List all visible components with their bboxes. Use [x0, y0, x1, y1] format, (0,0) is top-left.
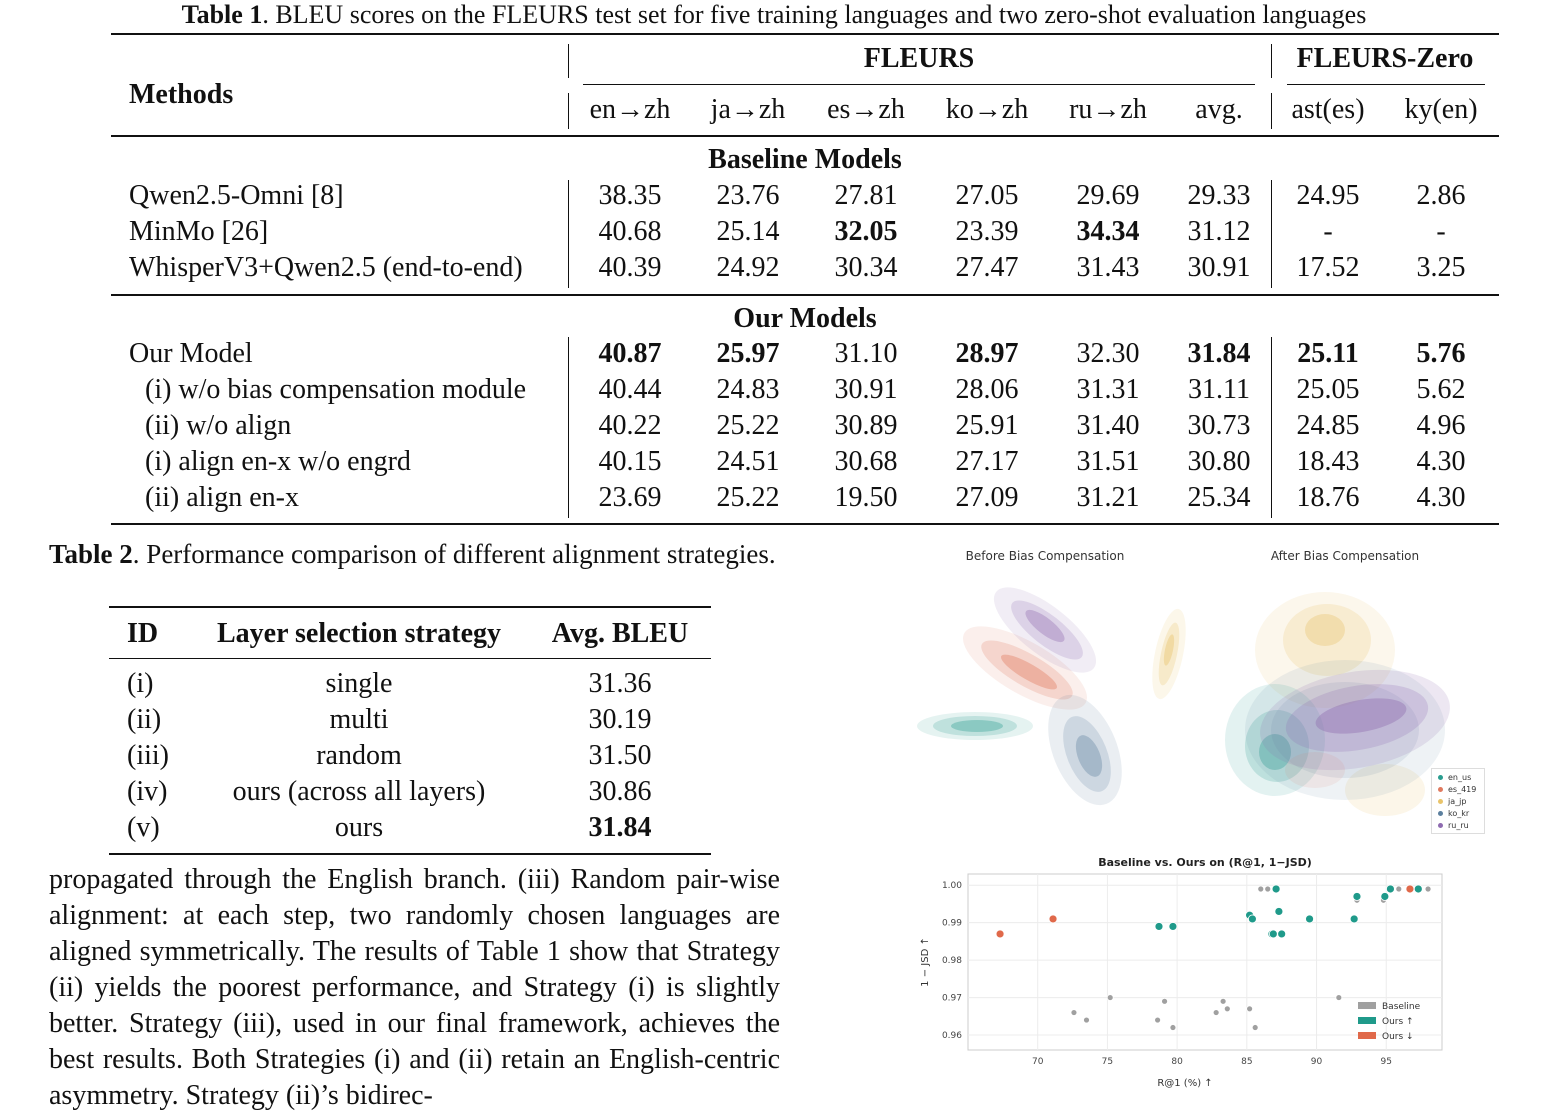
table-cell: 24.51: [716, 446, 780, 477]
table-cell: 5.62: [1416, 374, 1466, 405]
data-point: [1220, 998, 1226, 1004]
kde-before-en_us: [917, 712, 1033, 740]
table-cell: 31.31: [1076, 374, 1140, 405]
kde-after-es_419: [1285, 752, 1345, 788]
table-cell: 25.14: [716, 216, 780, 247]
legend-label: es_419: [1448, 785, 1477, 794]
row-id: (ii): [127, 704, 162, 735]
table-cell: 28.97: [955, 338, 1019, 369]
legend-marker: [1438, 775, 1443, 780]
table-cell: 40.15: [598, 446, 662, 477]
legend-marker: [1438, 823, 1443, 828]
table-cell: 32.05: [834, 216, 898, 247]
data-point: [1071, 1010, 1077, 1016]
x-axis-label: R@1 (%) ↑: [1157, 1078, 1213, 1089]
column-header: es→zh: [827, 94, 905, 125]
legend-label: Ours ↓: [1382, 1032, 1414, 1042]
data-point: [1224, 1006, 1230, 1012]
table-cell: 25.22: [716, 482, 780, 513]
table-cell: 31.10: [834, 338, 898, 369]
table-cell: 30.68: [834, 446, 898, 477]
data-point: [1336, 995, 1342, 1001]
kde-legend: [1431, 768, 1485, 834]
row-bleu: 31.36: [588, 668, 652, 699]
table-cell: 4.96: [1416, 410, 1466, 441]
table-cell: 38.35: [598, 180, 662, 211]
table-cell: 5.76: [1416, 338, 1466, 369]
y-tick-label: 0.97: [941, 993, 962, 1004]
x-tick-label: 95: [1380, 1057, 1392, 1067]
column-header: ja→zh: [710, 94, 786, 125]
table-cell: 31.21: [1076, 482, 1140, 513]
y-tick-label: 0.96: [941, 1031, 962, 1042]
table-cell: 4.30: [1416, 446, 1466, 477]
method-name: (i) align en-x w/o engrd: [145, 446, 411, 477]
table2-caption: Table 2. Performance comparison of different alignment strategies.: [49, 539, 776, 569]
data-point: [1170, 1025, 1176, 1031]
legend-label: ko_kr: [1448, 809, 1470, 818]
x-tick-label: 85: [1241, 1057, 1253, 1067]
legend-label: Baseline: [1382, 1002, 1421, 1012]
row-id: (i): [127, 668, 154, 699]
table-cell: 27.47: [955, 252, 1019, 283]
legend-swatch: [1358, 1002, 1376, 1009]
kde-title-before: Before Bias Compensation: [965, 549, 1125, 563]
table-cell: 40.68: [598, 216, 662, 247]
table-cell: 3.25: [1416, 252, 1466, 283]
method-name: (i) w/o bias compensation module: [145, 374, 527, 405]
table-cell: 30.80: [1187, 446, 1251, 477]
table1-mid-rule: [111, 294, 1499, 296]
table-cell: 28.06: [955, 374, 1019, 405]
method-name: Our Model: [129, 338, 253, 369]
table-cell: 19.50: [834, 482, 898, 513]
row-bleu: 30.19: [588, 704, 652, 735]
method-name: (ii) align en-x: [145, 482, 299, 513]
data-point: [1425, 886, 1431, 892]
table2-bottom-rule: [109, 853, 711, 855]
kde-title-after: After Bias Compensation: [1270, 549, 1420, 563]
table-cell: 40.87: [598, 338, 662, 369]
method-name: MinMo [26]: [129, 216, 269, 247]
section-ours: Our Models: [733, 303, 877, 334]
table-cell: 30.73: [1187, 410, 1251, 441]
row-strategy: random: [316, 740, 402, 771]
table-cell: 32.30: [1076, 338, 1140, 369]
x-tick-label: 75: [1101, 1057, 1114, 1067]
table-cell: 29.69: [1076, 180, 1140, 211]
legend-entry: [1438, 785, 1476, 794]
table-cell: 25.05: [1296, 374, 1360, 405]
fleurs-group-rule: [583, 84, 1255, 85]
data-point: [1162, 998, 1168, 1004]
table-cell: 27.05: [955, 180, 1019, 211]
data-point: [1169, 922, 1177, 930]
legend-entry: [1438, 809, 1469, 818]
row-id: (iii): [127, 740, 169, 771]
table-cell: 23.76: [716, 180, 780, 211]
table-cell: 30.91: [1187, 252, 1251, 283]
legend-marker: [1438, 811, 1443, 816]
row-bleu: 30.86: [588, 776, 652, 807]
table-cell: -: [1436, 216, 1446, 247]
table-cell: 29.33: [1187, 180, 1251, 211]
table2-header-id: ID: [127, 618, 159, 649]
table-cell: 27.81: [834, 180, 898, 211]
method-name: WhisperV3+Qwen2.5 (end-to-end): [129, 252, 523, 283]
table-cell: 34.34: [1076, 216, 1140, 247]
column-header: ru→zh: [1069, 94, 1147, 125]
column-header: avg.: [1195, 94, 1243, 125]
data-point: [1406, 885, 1414, 893]
kde-before-ja_jp: [1146, 606, 1193, 702]
row-strategy: single: [325, 668, 393, 699]
row-strategy: ours: [334, 812, 384, 843]
vsep: [1271, 44, 1272, 78]
table-cell: 31.40: [1076, 410, 1140, 441]
y-tick-label: 0.99: [941, 918, 962, 929]
table-cell: 27.09: [955, 482, 1019, 513]
table-cell: 25.34: [1187, 482, 1251, 513]
legend-label: en_us: [1448, 773, 1472, 782]
table-cell: 27.17: [955, 446, 1019, 477]
legend-label: ja_jp: [1448, 797, 1467, 806]
table-cell: 30.91: [834, 374, 898, 405]
table-cell: 31.12: [1187, 216, 1251, 247]
legend-label: Ours ↑: [1382, 1017, 1414, 1027]
table-cell: 25.11: [1297, 338, 1359, 369]
table1-top-rule: [111, 33, 1499, 35]
methods-header: Methods: [129, 79, 234, 110]
table-cell: 30.89: [834, 410, 898, 441]
legend-marker: [1438, 799, 1443, 804]
scatter-chart: [910, 850, 1480, 1095]
vsep: [568, 180, 569, 288]
x-tick-label: 80: [1171, 1057, 1183, 1067]
table-cell: 31.43: [1076, 252, 1140, 283]
table1-header-rule: [111, 135, 1499, 137]
table-cell: 2.86: [1416, 180, 1466, 211]
fleurs-group-header: FLEURS: [863, 43, 975, 74]
data-point: [1213, 1010, 1219, 1016]
method-name: (ii) w/o align: [145, 410, 292, 441]
data-point: [1272, 885, 1280, 893]
table-cell: 23.39: [955, 216, 1019, 247]
y-tick-label: 0.98: [941, 956, 962, 967]
data-point: [1155, 1017, 1161, 1023]
table-cell: 23.69: [598, 482, 662, 513]
data-point: [1252, 1025, 1258, 1031]
vsep: [568, 44, 569, 78]
legend-swatch: [1358, 1032, 1376, 1039]
table-cell: 25.97: [716, 338, 780, 369]
data-point: [1396, 886, 1402, 892]
table-cell: 24.85: [1296, 410, 1360, 441]
row-strategy: multi: [329, 704, 389, 735]
row-id: (iv): [127, 776, 168, 807]
zero-group-rule: [1287, 84, 1485, 85]
table-cell: 40.44: [598, 374, 662, 405]
table2-top-rule: [109, 606, 711, 608]
data-point: [1414, 885, 1422, 893]
x-tick-label: 70: [1031, 1057, 1044, 1067]
data-point: [1278, 930, 1286, 938]
section-baseline: Baseline Models: [708, 144, 902, 175]
data-point: [1084, 1017, 1090, 1023]
x-tick-label: 90: [1310, 1057, 1323, 1067]
data-point: [1258, 886, 1264, 892]
data-point: [996, 930, 1004, 938]
legend-label: ru_ru: [1448, 821, 1469, 830]
data-point: [1248, 915, 1256, 923]
legend-swatch: [1358, 1017, 1376, 1024]
row-bleu: 31.50: [588, 740, 652, 771]
table1-bottom-rule: [111, 523, 1499, 525]
data-point: [1247, 1006, 1253, 1012]
table1-caption: Table 1. BLEU scores on the FLEURS test set for five training languages and two zero-shot evaluation languages: [181, 0, 1367, 29]
data-point: [1155, 922, 1163, 930]
body-paragraph: propagated through the English branch. (iii) Random pair-wise alignment: at each step, two randomly chosen languages are aligned symmetrically. The results of Table 1 show that Strategy (ii) yields the poorest performance, and Strategy (i) is slightly better. Strategy (iii), used in our final framework, achieves the best results. Both Strategies (i) and (ii) retain an English-centric asymmetry. Strategy (ii)’s bidirec-: [49, 864, 780, 1111]
table-cell: 25.91: [955, 410, 1019, 441]
table-cell: 25.22: [716, 410, 780, 441]
data-point: [1275, 907, 1283, 915]
data-point: [1381, 892, 1389, 900]
table-cell: 24.95: [1296, 180, 1360, 211]
legend-entry: [1438, 773, 1471, 782]
table-cell: 40.39: [598, 252, 662, 283]
kde-plots: [905, 540, 1495, 840]
data-point: [1269, 930, 1277, 938]
table-cell: 17.52: [1296, 252, 1360, 283]
row-bleu: 31.84: [588, 812, 652, 843]
table-cell: 4.30: [1416, 482, 1466, 513]
column-header: ko→zh: [945, 94, 1029, 125]
data-point: [1350, 915, 1358, 923]
data-point: [1049, 915, 1057, 923]
zero-group-header: FLEURS-Zero: [1296, 43, 1474, 74]
data-point: [1306, 915, 1314, 923]
vsep: [568, 337, 569, 518]
column-header: en→zh: [589, 94, 671, 125]
data-point: [1107, 995, 1113, 1001]
legend-entry: [1438, 821, 1469, 830]
method-name: Qwen2.5-Omni [8]: [129, 180, 344, 211]
chart-title: Baseline vs. Ours on (R@1, 1−JSD): [1098, 856, 1312, 869]
data-point: [1353, 892, 1361, 900]
vsep: [568, 93, 569, 129]
table-cell: -: [1323, 216, 1333, 247]
data-point: [1386, 885, 1394, 893]
table2-header-strategy: Layer selection strategy: [216, 618, 502, 649]
table2-header-rule: [109, 658, 711, 659]
table-cell: 24.92: [716, 252, 780, 283]
column-header: ast(es): [1291, 94, 1365, 125]
table-cell: 30.34: [834, 252, 898, 283]
table-cell: 31.11: [1188, 374, 1250, 405]
table2-header-bleu: Avg. BLEU: [551, 618, 689, 649]
table-cell: 31.84: [1187, 338, 1251, 369]
row-strategy: ours (across all layers): [232, 776, 486, 807]
table-cell: 40.22: [598, 410, 662, 441]
legend-entry: [1438, 797, 1466, 806]
column-header: ky(en): [1404, 94, 1478, 125]
data-point: [1265, 886, 1271, 892]
table-cell: 18.43: [1296, 446, 1360, 477]
kde-figure: [905, 540, 1495, 840]
legend-marker: [1438, 787, 1443, 792]
table-cell: 31.51: [1076, 446, 1140, 477]
row-id: (v): [127, 812, 160, 843]
table-cell: 18.76: [1296, 482, 1360, 513]
table-cell: 24.83: [716, 374, 780, 405]
y-axis-label: 1 − JSD ↑: [920, 937, 931, 987]
y-tick-label: 1.00: [941, 881, 962, 892]
